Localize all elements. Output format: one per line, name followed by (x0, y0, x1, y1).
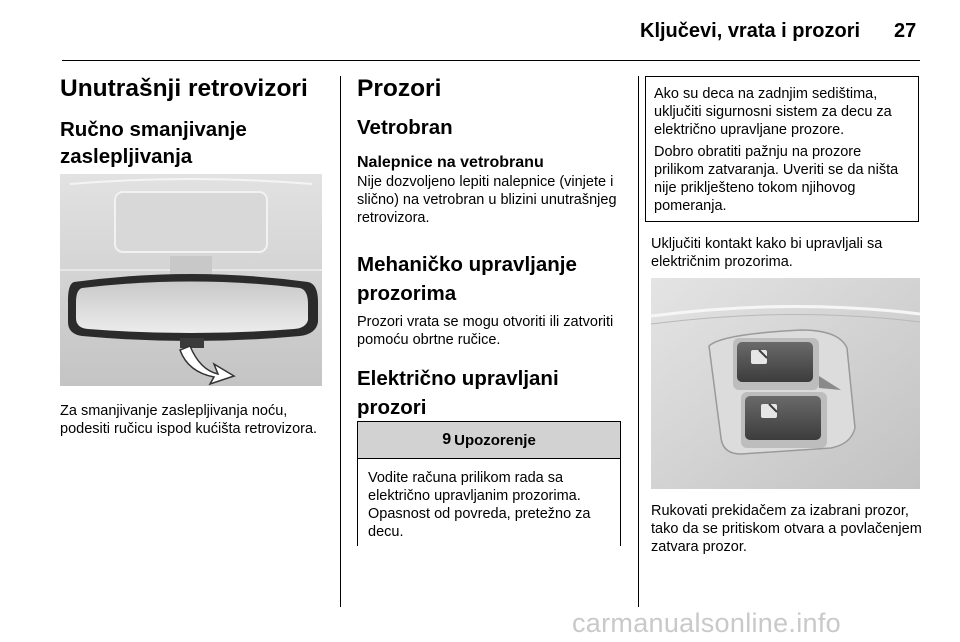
child-safety-note-p2: Dobro obratiti pažnju na prozore prilikom zatvaranja. Uveriti se da ništa nije priklješteno tokom njihovog pomeranja. (654, 144, 899, 214)
power-window-switch-illustration (651, 278, 920, 489)
header-divider (62, 60, 920, 61)
section-heading-windows: Prozori (357, 75, 442, 102)
column-divider-left (340, 76, 341, 607)
child-safety-note-box (645, 76, 919, 222)
warning-border-right (620, 458, 621, 546)
manual-windows-text: Prozori vrata se mogu otvoriti ili zatvoriti pomoću obrtne ručice. (357, 314, 614, 348)
ignition-instructions: Uključiti kontakt kako bi upravljali sa električnim prozorima. (651, 236, 883, 270)
column-divider-right (638, 76, 639, 607)
subheading-electric-windows: Električno upravljani prozori (357, 367, 559, 419)
subheading-windshield: Vetrobran (357, 116, 453, 139)
warning-triangle-icon: 9 (442, 431, 452, 448)
running-header-title: Ključevi, vrata i prozori (640, 20, 861, 42)
warning-text: Vodite računa prilikom rada sa električno upravljanim prozorima. Opasnost od povreda, pretežno za decu. (368, 470, 591, 540)
section-heading-mirrors: Unutrašnji retrovizori (60, 75, 308, 102)
switch-instructions: Rukovati prekidačem za izabrani prozor, tako da se pritiskom otvara a povlačenjem zatvara prozor. (651, 503, 922, 555)
warning-label: Upozorenje (454, 431, 536, 449)
stickers-text: Nije dozvoljeno lepiti nalepnice (vinjete i slično) na vetrobran u blizini unutrašnjeg retrovizora. (357, 174, 617, 226)
warning-border-left (357, 458, 358, 546)
page-number: 27 (894, 20, 917, 42)
subheading-windshield-stickers: Nalepnice na vetrobranu (357, 154, 544, 171)
watermark: carmanualsonline.info (572, 608, 841, 638)
warning-header (357, 421, 621, 459)
rearview-mirror-illustration (60, 174, 322, 386)
dimming-instructions: Za smanjivanje zaslepljivanja noću, podesiti ručicu ispod kućišta retrovizora. (60, 403, 318, 437)
subheading-manual-dimming: Ručno smanjivanje zaslepljivanja (60, 118, 247, 168)
warning-box (357, 421, 621, 546)
child-safety-note-p1: Ako su deca na zadnjim sedištima, uključiti sigurnosni sistem za decu za električno upravljane prozore. (654, 86, 892, 138)
subheading-manual-windows: Mehaničko upravljanje prozorima (357, 253, 577, 305)
